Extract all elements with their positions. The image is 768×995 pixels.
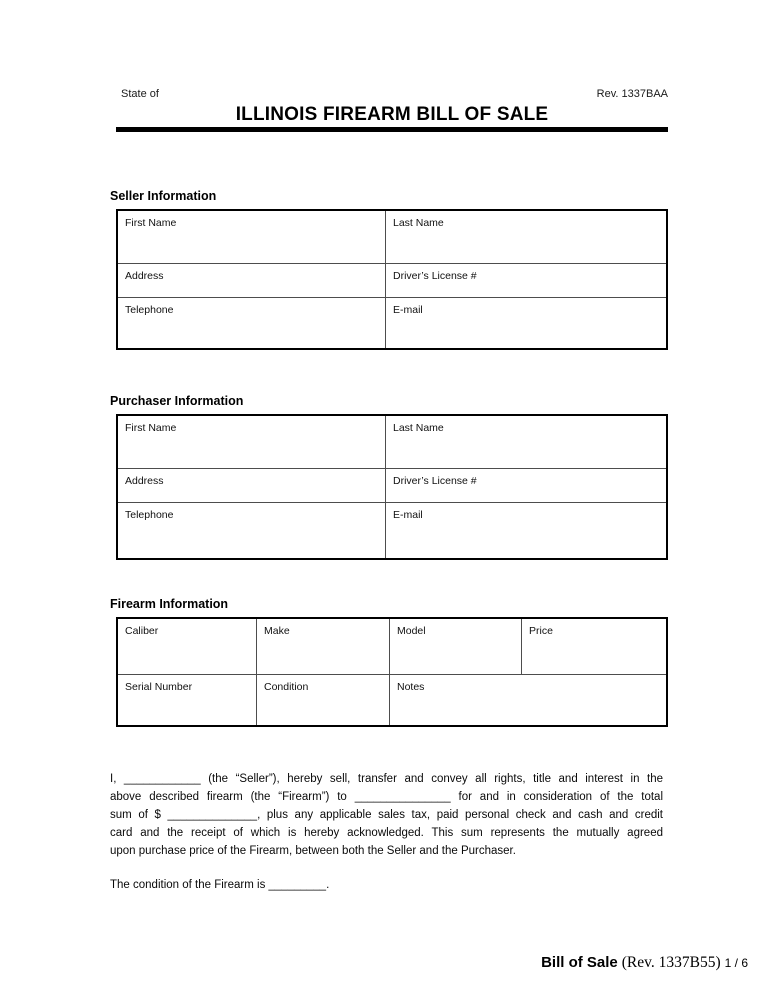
firearm-condition-cell: Condition (257, 675, 390, 725)
purchaser-drivers-license-cell: Driver’s License # (386, 469, 666, 503)
sale-statement-line: card and the receipt of which is hereby acknowledged. This sum represents the mutually agreed (110, 827, 663, 839)
purchaser-last-name-cell: Last Name (386, 416, 666, 469)
seller-last-name-cell: Last Name (386, 211, 666, 264)
page-title: ILLINOIS FIREARM BILL OF SALE (235, 104, 549, 125)
purchaser-first-name-cell: First Name (118, 416, 386, 469)
page-footer (541, 954, 748, 972)
firearm-serial-number-cell: Serial Number (118, 675, 257, 725)
firearm-notes-cell: Notes (397, 681, 425, 693)
seller-telephone-cell: Telephone (118, 298, 386, 348)
footer-doc-name: Bill of Sale (541, 954, 618, 971)
revision-label: Rev. 1337BAA (596, 88, 668, 100)
sale-statement-line: I, ____________ (the “Seller”), hereby sell, transfer and convey all rights, title and interest in the (110, 773, 663, 785)
firearm-model-cell: Model (390, 619, 522, 675)
purchaser-telephone-cell: Telephone (118, 503, 386, 558)
seller-email-cell: E-mail (393, 304, 423, 316)
firearm-caliber-cell: Caliber (118, 619, 257, 675)
sale-statement-line: sum of $ ______________, plus any applicable sales tax, paid personal check and cash and credit (110, 809, 663, 821)
purchaser-section-heading: Purchaser Information (110, 394, 244, 408)
seller-drivers-license-cell: Driver’s License # (386, 264, 666, 298)
sale-statement-paragraph (110, 770, 663, 860)
seller-address-cell: Address (118, 264, 386, 298)
seller-first-name-cell: First Name (118, 211, 386, 264)
purchaser-email-cell: E-mail (393, 509, 423, 521)
sale-statement-line: upon purchase price of the Firearm, between both the Seller and the Purchaser. (110, 845, 516, 857)
firearm-make-cell: Make (257, 619, 390, 675)
purchaser-info-table (116, 414, 668, 560)
seller-info-table (116, 209, 668, 350)
state-of-label: State of (121, 88, 159, 100)
condition-statement: The condition of the Firearm is _________. (110, 879, 330, 891)
purchaser-address-cell: Address (118, 469, 386, 503)
footer-page-number: 1 / 6 (724, 956, 748, 970)
title-rule (116, 127, 668, 132)
firearm-section-heading: Firearm Information (110, 597, 229, 611)
sale-statement-line: above described firearm (the “Firearm”) to _______________ for and in consideration of the total (110, 791, 663, 803)
seller-section-heading: Seller Information (110, 189, 217, 203)
firearm-price-cell: Price (522, 619, 666, 675)
firearm-info-table (116, 617, 668, 727)
footer-revision: (Rev. 1337B55) (621, 954, 721, 971)
